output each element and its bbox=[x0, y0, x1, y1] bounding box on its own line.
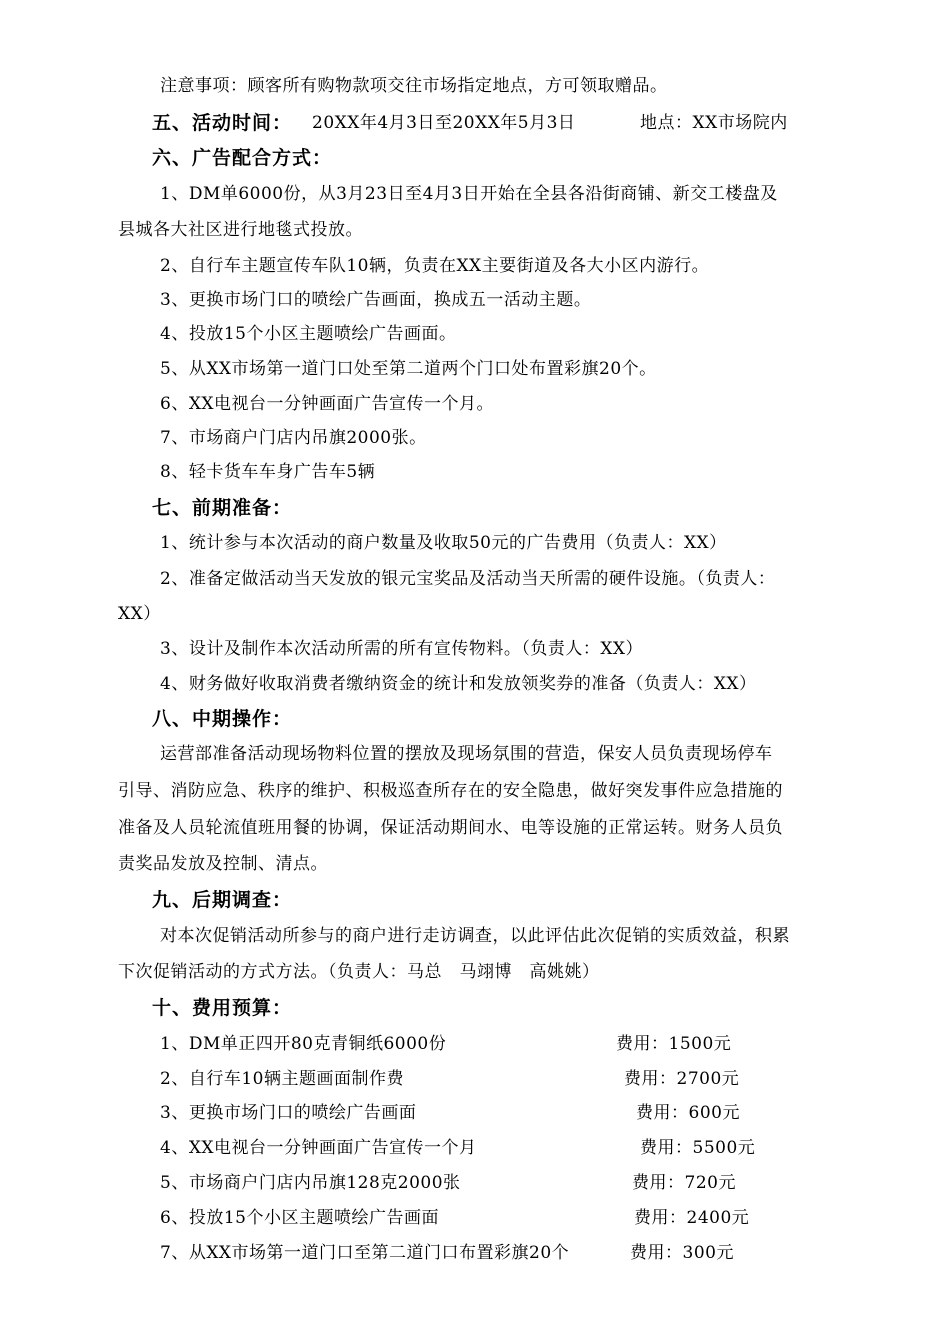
budget-item-label: 3、更换市场门口的喷绘广告画面 bbox=[160, 1103, 417, 1123]
mid-op-line-2: 引导、消防应急、秩序的维护、积极巡查所存在的安全隐患，做好突发事件应急措施的 bbox=[118, 781, 783, 801]
ad-item: 7、市场商户门店内吊旗2000张。 bbox=[160, 428, 427, 448]
section-5-heading: 五、活动时间： bbox=[152, 112, 293, 134]
activity-time: 20XX年4月3日至20XX年5月3日 bbox=[312, 113, 576, 133]
mid-op-line-1: 运营部准备活动现场物料位置的摆放及现场氛围的营造，保安人员负责现场停车 bbox=[160, 744, 773, 764]
budget-item-cost: 费用：720元 bbox=[632, 1173, 736, 1193]
budget-item-cost: 费用：1500元 bbox=[616, 1034, 732, 1054]
ad-item: 5、从XX市场第一道门口处至第二道两个门口处布置彩旗20个。 bbox=[160, 359, 657, 379]
budget-item-cost: 费用：600元 bbox=[636, 1103, 740, 1123]
section-8-heading: 八、中期操作： bbox=[152, 708, 293, 730]
budget-item-cost: 费用：2400元 bbox=[634, 1208, 750, 1228]
section-7-heading: 七、前期准备： bbox=[152, 497, 293, 519]
section-9-heading: 九、后期调查： bbox=[152, 889, 293, 911]
ad-item: 6、XX电视台一分钟画面广告宣传一个月。 bbox=[160, 394, 495, 414]
mid-op-line-3: 准备及人员轮流值班用餐的协调，保证活动期间水、电等设施的正常运转。财务人员负 bbox=[118, 818, 783, 838]
activity-location: 地点：XX市场院内 bbox=[640, 113, 788, 133]
budget-item-cost: 费用：300元 bbox=[630, 1243, 734, 1263]
prep-item-2-line-1: 2、准备定做活动当天发放的银元宝奖品及活动当天所需的硬件设施。（负责人： bbox=[160, 569, 776, 589]
prep-item-2-line-2: XX） bbox=[118, 604, 161, 624]
notice-text: 注意事项：顾客所有购物款项交往市场指定地点，方可领取赠品。 bbox=[160, 76, 668, 96]
prep-item-3: 3、设计及制作本次活动所需的所有宣传物料。（负责人：XX） bbox=[160, 639, 644, 659]
prep-item-1: 1、统计参与本次活动的商户数量及收取50元的广告费用（负责人：XX） bbox=[160, 533, 727, 553]
ad-item: 8、轻卡货车车身广告车5辆 bbox=[160, 462, 376, 482]
ad-item: 2、自行车主题宣传车队10辆，负责在XX主要街道及各大小区内游行。 bbox=[160, 256, 710, 276]
budget-item-label: 5、市场商户门店内吊旗128克2000张 bbox=[160, 1173, 461, 1193]
budget-item-label: 1、DM单正四开80克青铜纸6000份 bbox=[160, 1034, 447, 1054]
prep-item-4: 4、财务做好收取消费者缴纳资金的统计和发放领奖券的准备（负责人：XX） bbox=[160, 674, 757, 694]
survey-line-2: 下次促销活动的方式方法。（负责人：马总 马翊博 高姚姚） bbox=[118, 962, 600, 982]
ad-item: 4、投放15个小区主题喷绘广告画面。 bbox=[160, 324, 457, 344]
budget-item-label: 4、XX电视台一分钟画面广告宣传一个月 bbox=[160, 1138, 477, 1158]
budget-item-cost: 费用：5500元 bbox=[640, 1138, 756, 1158]
ad-item-1-line-1: 1、DM单6000份，从3月23日至4月3日开始在全县各沿街商铺、新交工楼盘及 bbox=[160, 184, 778, 204]
mid-op-line-4: 责奖品发放及控制、清点。 bbox=[118, 854, 328, 874]
budget-item-label: 2、自行车10辆主题画面制作费 bbox=[160, 1069, 404, 1089]
ad-item-1-line-2: 县城各大社区进行地毯式投放。 bbox=[118, 220, 363, 240]
ad-item: 3、更换市场门口的喷绘广告画面，换成五一活动主题。 bbox=[160, 290, 592, 310]
budget-item-label: 6、投放15个小区主题喷绘广告画面 bbox=[160, 1208, 439, 1228]
survey-line-1: 对本次促销活动所参与的商户进行走访调查，以此评估此次促销的实质效益，积累 bbox=[160, 926, 790, 946]
section-6-heading: 六、广告配合方式： bbox=[152, 147, 333, 169]
section-10-heading: 十、费用预算： bbox=[152, 997, 293, 1019]
budget-item-label: 7、从XX市场第一道门口至第二道门口布置彩旗20个 bbox=[160, 1243, 570, 1263]
budget-item-cost: 费用：2700元 bbox=[624, 1069, 740, 1089]
